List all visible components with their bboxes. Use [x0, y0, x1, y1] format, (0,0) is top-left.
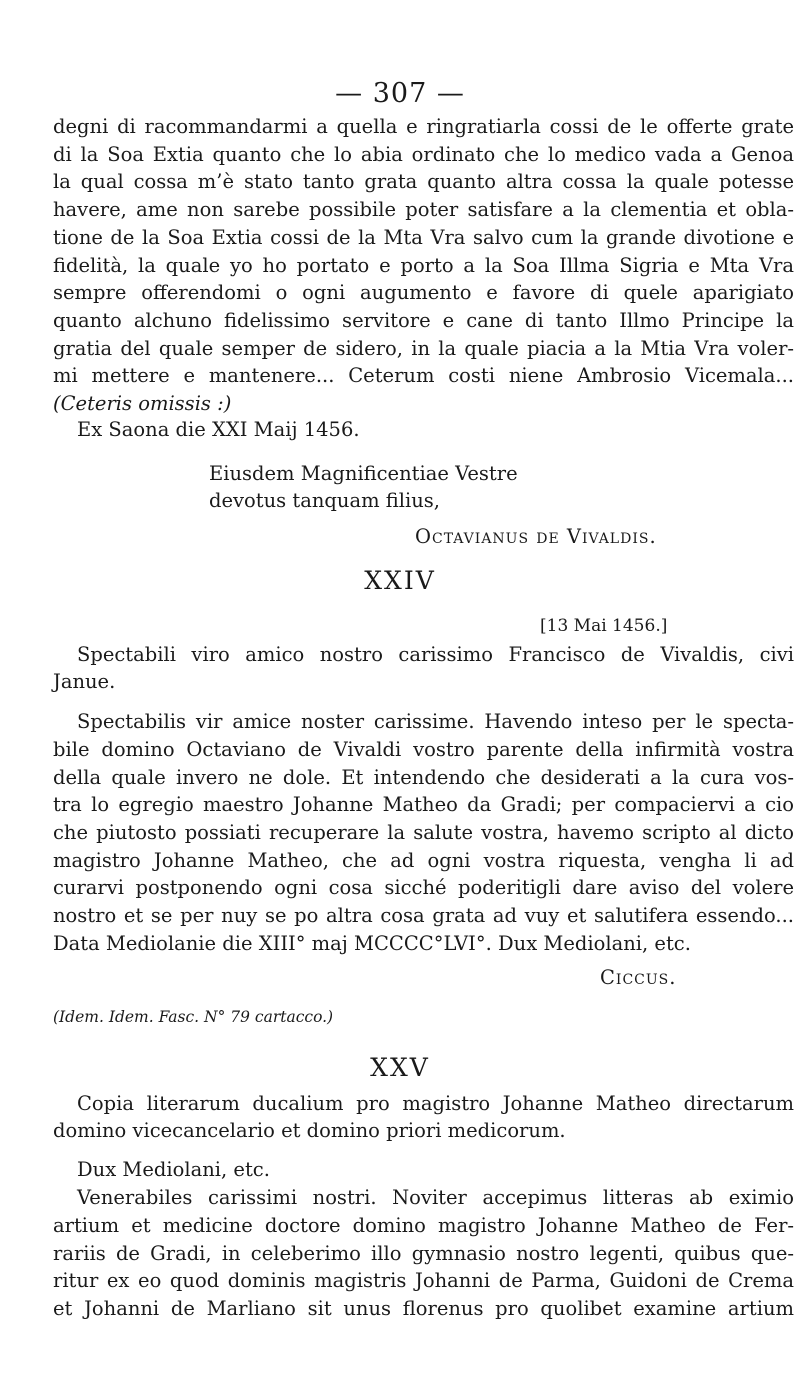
- text-line: della quale invero ne dole. Et intendendo che desiderati a la cura vos-: [53, 766, 794, 789]
- text-line: la qual cossa m’è stato tanto grata quanto altra cossa la quale potesse: [53, 170, 794, 193]
- text-line: fidelità, la quale yo ho portato e porto a la Soa Illma Sigria e Mta Vra: [53, 254, 794, 277]
- text-line: di la Soa Extia quanto che lo abia ordinato che lo medico vada a Genoa: [53, 143, 794, 166]
- page-number: — 307 —: [335, 78, 465, 109]
- text-line: et Johanni de Marliano sit unus florenus pro quolibet examine artium: [53, 1297, 794, 1320]
- omissis-note: (Ceteris omissis :): [53, 392, 232, 415]
- letter-date: [13 Mai 1456.]: [540, 616, 668, 636]
- signature: Octavianus de Vivaldis.: [415, 525, 657, 548]
- text-line: ritur ex eo quod dominis magistris Johanni de Parma, Guidoni de Crema: [53, 1269, 794, 1292]
- text-line: quanto alchuno fidelissimo servitore e cane di tanto Illmo Principe la: [53, 309, 794, 332]
- text-line: magistro Johanne Matheo, che ad ogni vostra riquesta, vengha li ad: [53, 849, 794, 872]
- text-line: mi mettere e mantenere... Ceterum costi niene Ambrosio Vicemala...: [53, 364, 794, 387]
- text-line: artium et medicine doctore domino magistro Johanne Matheo de Fer-: [53, 1214, 794, 1237]
- source-note: (Idem. Idem. Fasc. N° 79 cartacco.): [53, 1008, 334, 1026]
- intro-line: domino vicecancelario et domino priori medicorum.: [53, 1119, 566, 1142]
- text-line: curarvi postponendo ogni cosa sicché poderitigli dare aviso del volere: [53, 876, 794, 899]
- text-line: Spectabilis vir amice noster carissime. Havendo inteso per le specta-: [77, 710, 794, 733]
- address-line: Spectabili viro amico nostro carissimo Francisco de Vivaldis, civi: [77, 643, 794, 666]
- text-line: rariis de Gradi, in celeberimo illo gymnasio nostro legenti, quibus que-: [53, 1242, 794, 1265]
- text-line: sempre offerendomi o ogni augumento e favore di quele aparigiato: [53, 281, 794, 304]
- text-line: tra lo egregio maestro Johanne Matheo da Gradi; per compaciervi a cio: [53, 793, 794, 816]
- text-line: bile domino Octaviano de Vivaldi vostro parente della infirmità vostra: [53, 738, 794, 761]
- address-line: Janue.: [53, 670, 116, 693]
- letter-number: XXV: [370, 1053, 430, 1082]
- text-line: Venerabiles carissimi nostri. Noviter accepimus litteras ab eximio: [77, 1186, 794, 1209]
- text-line: gratia del quale semper de sidero, in la quale piacia a la Mtia Vra voler-: [53, 337, 794, 360]
- text-line: tione de la Soa Extia cossi de la Mta Vra salvo cum la grande divotione e: [53, 226, 794, 249]
- intro-line: Copia literarum ducalium pro magistro Johanne Matheo directarum: [77, 1092, 794, 1115]
- place-date: Ex Saona die XXI Maij 1456.: [77, 418, 360, 441]
- dux-line: Dux Mediolani, etc.: [77, 1158, 270, 1181]
- text-line: havere, ame non sarebe possibile poter satisfare a la clementia et obla-: [53, 198, 794, 221]
- text-line: Data Mediolanie die XIII° maj MCCCC°LVI°. Dux Mediolani, etc.: [53, 932, 691, 955]
- text-line: nostro et se per nuy se po altra cosa grata ad vuy et salutifera essendo...: [53, 904, 794, 927]
- text-line: che piutosto possiati recuperare la salute vostra, havemo scripto al dicto: [53, 821, 794, 844]
- letter-number: XXIV: [364, 566, 436, 595]
- signature: Ciccus.: [600, 966, 677, 989]
- text-line: degni di racommandarmi a quella e ringratiarla cossi de le offerte grate: [53, 115, 794, 138]
- closing-line: devotus tanquam filius,: [209, 489, 441, 512]
- closing-line: Eiusdem Magnificentiae Vestre: [209, 462, 518, 485]
